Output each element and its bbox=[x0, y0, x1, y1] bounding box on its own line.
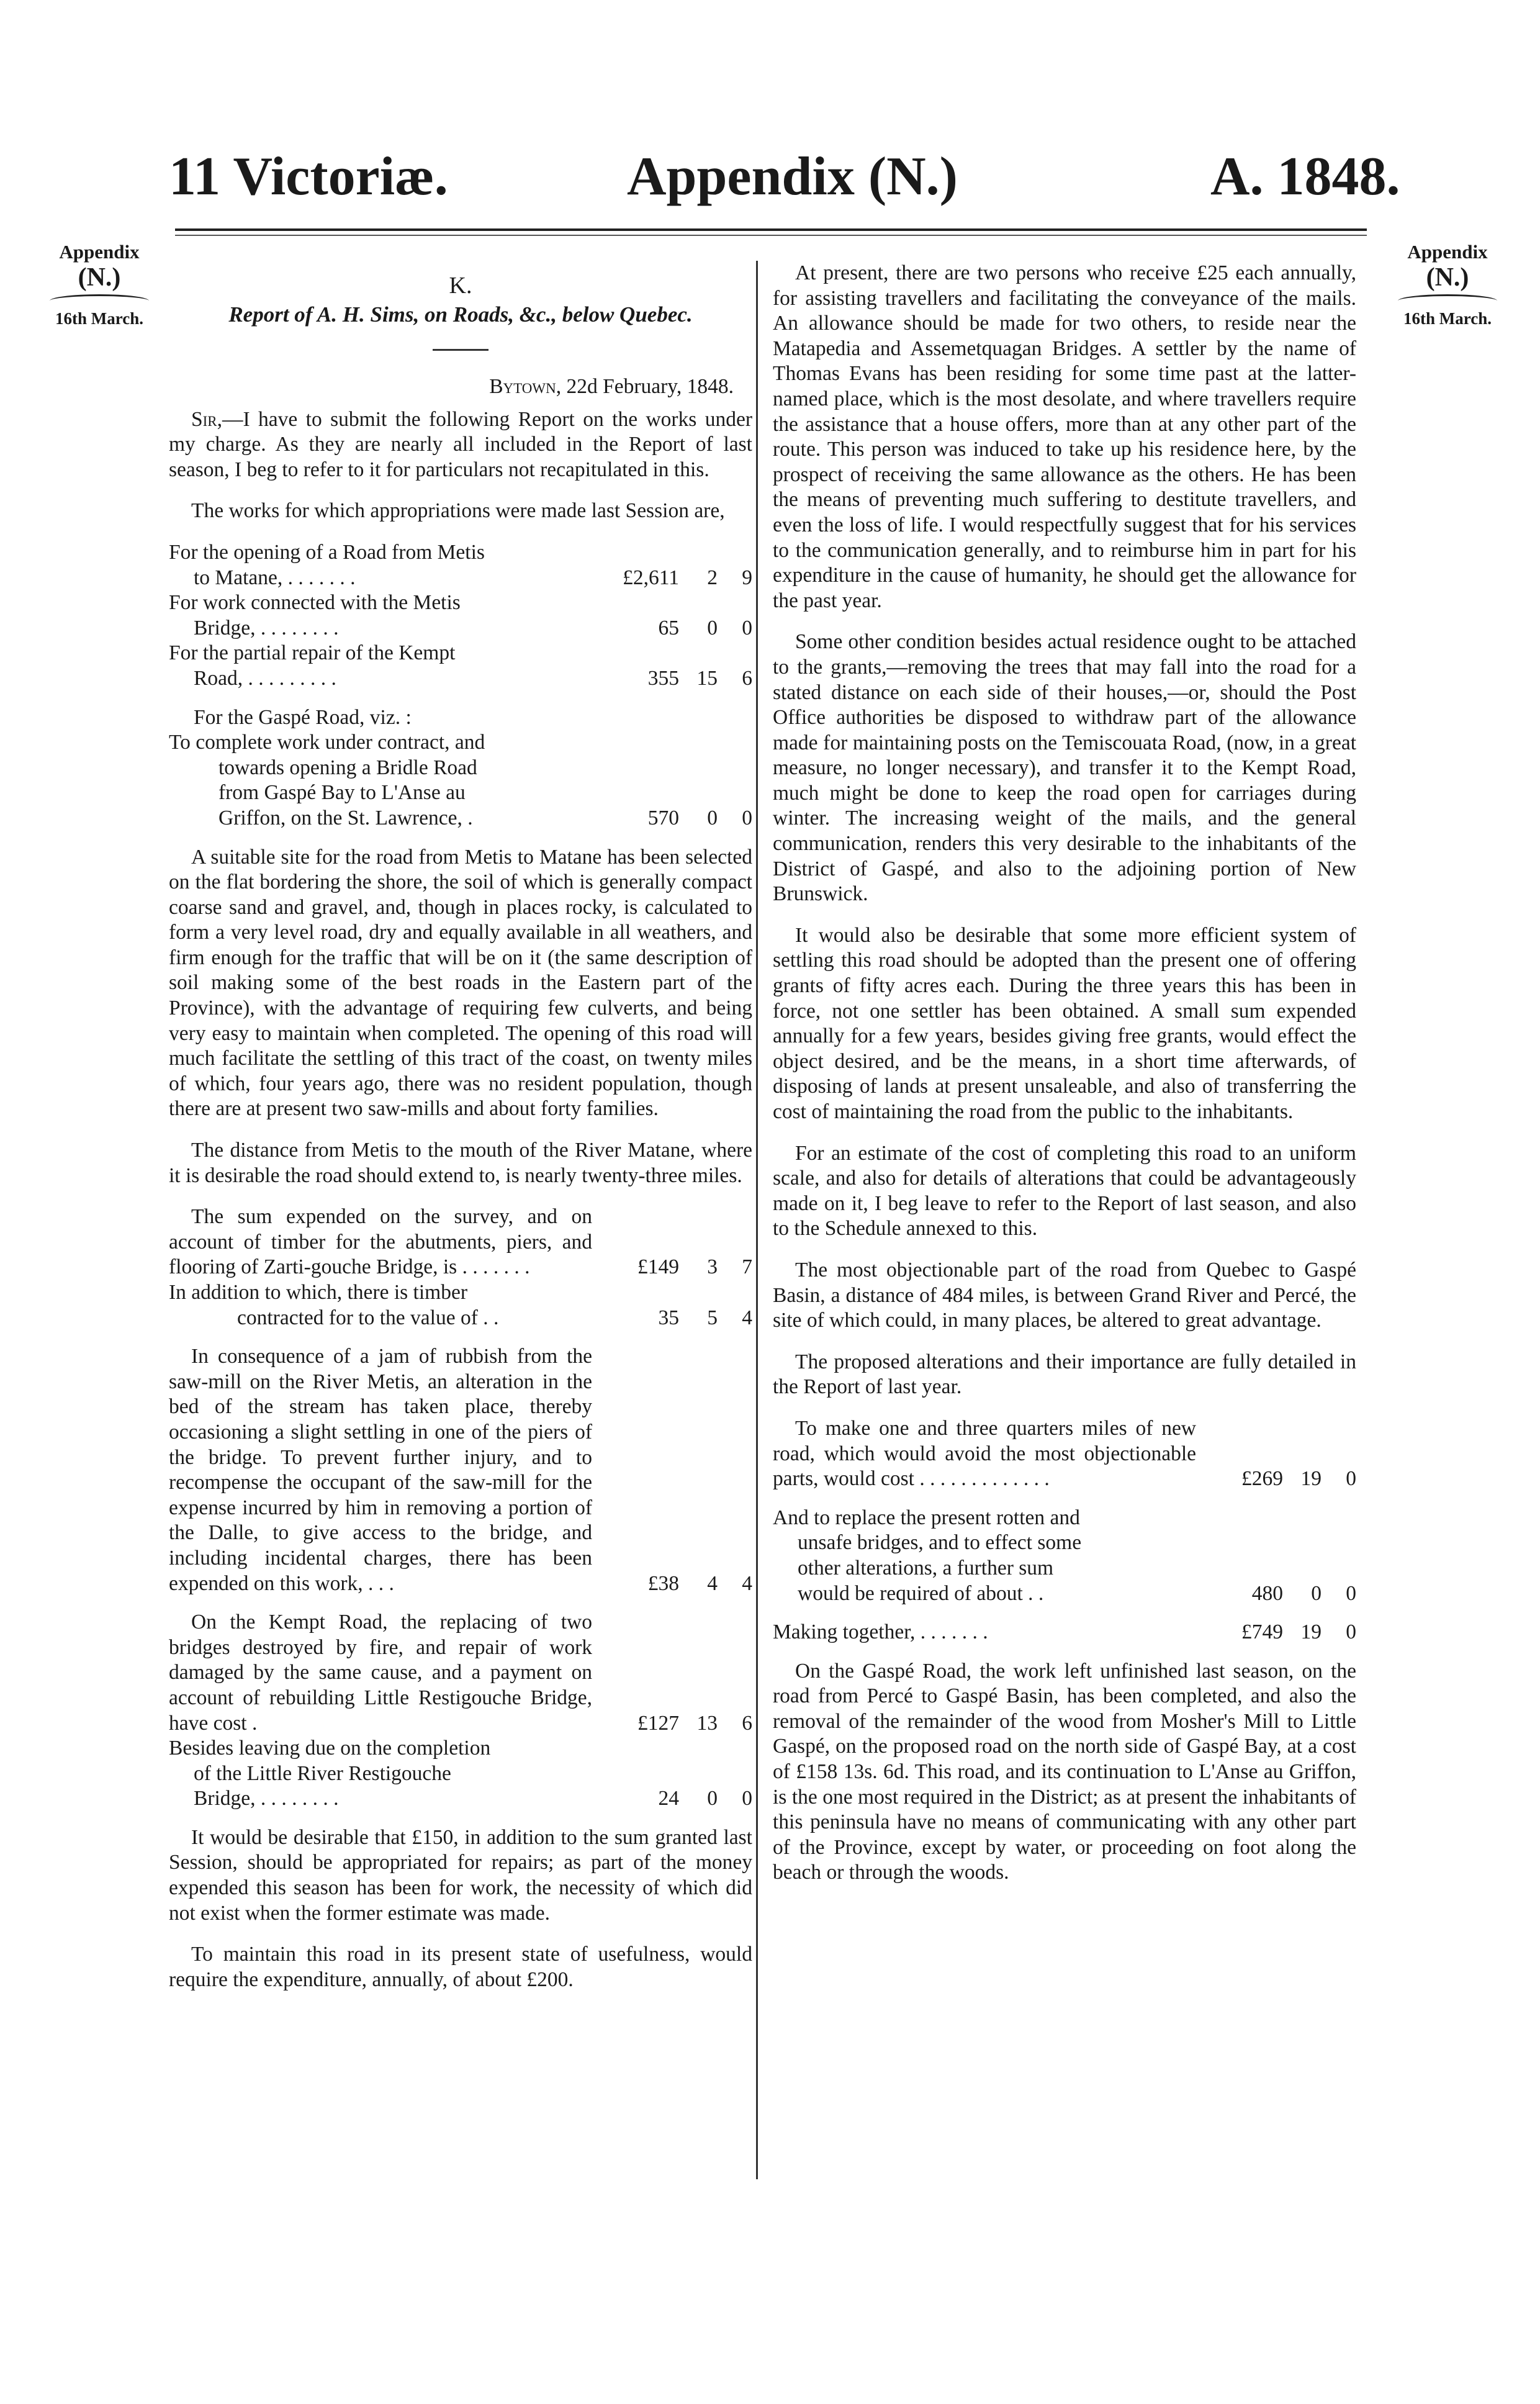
approp-shillings: 0 bbox=[707, 616, 718, 639]
approp-pounds: £2,611 bbox=[623, 566, 679, 589]
gaspe-table bbox=[169, 730, 752, 831]
kempt-text: On the Kempt Road, the replacing of two bridges destroyed by fire, and repair of work damaged by the same cause, and a payment on account of rebuilding Little Restigouche Bridge, have cost . bbox=[169, 1611, 592, 1735]
left-column bbox=[169, 261, 752, 2009]
alterations-table bbox=[773, 1416, 1356, 1492]
paragraph-present: At present, there are two persons who receive £25 each annually, for assisting travellers and facilitating the conveyance of the mails. An allowance should be made for two others, to reside near the Matapedia and Assemetquagan Bridges. A settler by the name of Thomas Evans has been residing for some time past at the latter-named place, which is the most desolate, and where travellers require the assistance that a house offers, more than at any other part of the route. This person was induced to take up his residence here, by the prospect of receiving the same allowance as the others. He has been the means of preventing much suffering to destitute travellers, and even the loss of life. I would respectfully suggest that for his services to the communication generally, and to reimburse him in part for his expenditure in the cause of humanity, he should get the allowance for the past year. bbox=[773, 261, 1356, 612]
replace-pence: 0 bbox=[1346, 1581, 1356, 1605]
approp-row bbox=[169, 641, 752, 691]
kempt-shillings: 13 bbox=[696, 1711, 718, 1735]
margin-appendix-letter: (N.) bbox=[78, 263, 121, 292]
margin-note-left bbox=[25, 241, 174, 330]
report-title: Report of A. H. Sims, on Roads, &c., below Quebec. bbox=[228, 302, 693, 327]
approp-line1: For work connected with the Metis bbox=[169, 591, 461, 615]
approp-desc bbox=[169, 641, 592, 691]
approp-pence: 0 bbox=[742, 616, 752, 639]
approp-pence: 6 bbox=[742, 666, 752, 690]
paragraph-objectionable: The most objectionable part of the road from Quebec to Gaspé Basin, a distance of 484 miles, is between Grand River and Percé, the site of which could, in many places, be altered to great advantage. bbox=[773, 1258, 1356, 1332]
gaspe-subhead: For the Gaspé Road, viz. : bbox=[194, 705, 412, 729]
jam-text: In consequence of a jam of rubbish from the saw-mill on the River Metis, an alteration in the bed of the stream has taken place, thereby occasioning a slight settling in one of the piers of the bridge. To prevent further injury, and to recompense the occupant of the saw-mill for the expense incurred by him in removing a portion of the Dalle, to give access to the bridge, and including incidental charges, there has been expended on this work, . . . bbox=[169, 1345, 592, 1595]
margin-appendix-label: Appendix bbox=[1407, 241, 1488, 263]
total-pence: 0 bbox=[1346, 1620, 1356, 1644]
survey-table bbox=[169, 1204, 752, 1331]
header-rule bbox=[175, 228, 1367, 231]
dateline-date: 22d February, 1848. bbox=[561, 375, 734, 398]
jam-pence: 4 bbox=[742, 1571, 752, 1595]
header-rule-thin bbox=[175, 235, 1367, 236]
approp-line1: For the opening of a Road from Metis bbox=[169, 540, 485, 564]
margin-appendix-label: Appendix bbox=[59, 241, 140, 263]
total-text: Making together, . . . . . . . bbox=[773, 1620, 988, 1644]
paragraph-intro bbox=[169, 407, 752, 483]
approp-line2: Bridge, . . . . . . . . bbox=[194, 616, 339, 639]
jam-shillings: 4 bbox=[707, 1571, 718, 1595]
replace-line3: other alterations, a further sum bbox=[798, 1556, 1054, 1579]
approp-pence: 9 bbox=[742, 566, 752, 589]
newroad-shillings: 19 bbox=[1300, 1467, 1322, 1491]
timber-pounds: 35 bbox=[658, 1306, 679, 1329]
margin-brace bbox=[50, 294, 149, 307]
paragraph-proposed: The proposed alterations and their importance are fully detailed in the Report of last year. bbox=[773, 1350, 1356, 1399]
title-rule bbox=[433, 349, 489, 351]
approp-shillings: 15 bbox=[696, 666, 718, 690]
paragraph-condition: Some other condition besides actual residence ought to be attached to the grants,—removing the trees that may fall into the road for a stated distance on each side of their houses,—or, should the Post Office authorities be disposed to withdraw part of the allowance made for maintaining posts on the Temiscouata Road, (now, in a great measure, no longer necessary), and transfer it to the Kempt Road, much might be done to keep the road open for carriages during winter. The increasing weight of the mails, and the general communication, renders this very desirable to the inhabitants of the District of Gaspé, and also to the adjoining portion of New Brunswick. bbox=[773, 630, 1356, 906]
approp-line1: For the partial repair of the Kempt bbox=[169, 641, 456, 665]
newroad-text: To make one and three quarters miles of new road, which would avoid the most objectionable parts, would cost . . . . . . . . . . . . . bbox=[773, 1416, 1196, 1491]
approp-line2: to Matane, . . . . . . . bbox=[194, 566, 356, 589]
survey-text: The sum expended on the survey, and on account of timber for the abutments, piers, and flooring of Zarti-gouche Bridge, is . . . . . . . bbox=[169, 1205, 592, 1279]
gaspe-desc bbox=[169, 730, 592, 831]
besides-line3: Bridge, . . . . . . . . bbox=[194, 1787, 339, 1810]
margin-note-right bbox=[1373, 241, 1522, 330]
timber-shillings: 5 bbox=[707, 1306, 718, 1329]
besides-line2: of the Little River Restigouche bbox=[194, 1761, 451, 1785]
approp-desc bbox=[169, 540, 592, 590]
total-row bbox=[773, 1620, 1356, 1645]
kempt-table bbox=[169, 1610, 752, 1812]
margin-date: 16th March. bbox=[55, 309, 143, 328]
paragraph-maintain: To maintain this road in its present state of usefulness, would require the expenditure, annually, of about £200. bbox=[169, 1943, 752, 1991]
timber-line1: In addition to which, there is timber bbox=[169, 1281, 467, 1304]
header-appendix: Appendix (N.) bbox=[627, 147, 958, 207]
approp-shillings: 2 bbox=[707, 566, 718, 589]
kempt-pounds: £127 bbox=[637, 1711, 679, 1735]
paragraph-desirable: It would be desirable that £150, in addition to the sum granted last Session, should be appropriated for repairs; as part of the money expended this season has been for work, the necessity of which did not exist when the former estimate was made. bbox=[169, 1825, 752, 1925]
jam-pounds: £38 bbox=[647, 1571, 679, 1595]
margin-appendix-letter: (N.) bbox=[1426, 263, 1469, 292]
replace-shillings: 0 bbox=[1311, 1581, 1322, 1605]
besides-pence: 0 bbox=[742, 1787, 752, 1810]
timber-pence: 4 bbox=[742, 1306, 752, 1329]
gaspe-line1: To complete work under contract, and bbox=[169, 731, 485, 754]
kempt-row bbox=[169, 1610, 752, 1736]
approp-row bbox=[169, 540, 752, 590]
gaspe-line2: towards opening a Bridle Road bbox=[218, 756, 477, 779]
besides-pounds: 24 bbox=[658, 1787, 679, 1810]
header-regnal-year: 11 Victoriæ. bbox=[169, 147, 448, 207]
replace-line2: unsafe bridges, and to effect some bbox=[798, 1531, 1082, 1555]
jam-table bbox=[169, 1344, 752, 1596]
gaspe-row bbox=[169, 730, 752, 831]
approp-pounds: 65 bbox=[658, 616, 679, 639]
paragraph-distance: The distance from Metis to the mouth of the River Matane, where it is desirable the road should extend to, is nearly twenty-three miles. bbox=[169, 1139, 752, 1187]
timber-line2: contracted for to the value of . . bbox=[237, 1306, 499, 1329]
besides-row bbox=[169, 1736, 752, 1812]
replace-row bbox=[773, 1506, 1356, 1606]
total-pounds: £749 bbox=[1241, 1620, 1283, 1644]
approp-pounds: 355 bbox=[647, 666, 679, 690]
approp-row bbox=[169, 590, 752, 641]
newroad-pence: 0 bbox=[1346, 1467, 1356, 1491]
running-header bbox=[0, 143, 1540, 211]
replace-line1: And to replace the present rotten and bbox=[773, 1506, 1080, 1529]
gaspe-shillings: 0 bbox=[707, 806, 718, 829]
newroad-pounds: £269 bbox=[1241, 1467, 1283, 1491]
gaspe-pounds: 570 bbox=[647, 806, 679, 829]
replace-line4: would be required of about . . bbox=[798, 1581, 1044, 1605]
survey-shillings: 3 bbox=[707, 1255, 718, 1279]
besides-desc bbox=[169, 1736, 592, 1812]
gaspe-line3: from Gaspé Bay to L'Anse au bbox=[218, 781, 466, 805]
salutation: Sir, bbox=[191, 407, 223, 431]
replace-desc bbox=[773, 1506, 1196, 1606]
kempt-pence: 6 bbox=[742, 1711, 752, 1735]
approp-desc bbox=[169, 590, 592, 641]
section-letter: K. bbox=[449, 273, 472, 299]
right-column bbox=[773, 261, 1356, 1902]
jam-row bbox=[169, 1344, 752, 1596]
total-shillings: 19 bbox=[1300, 1620, 1322, 1644]
newroad-row bbox=[773, 1416, 1356, 1492]
replace-pounds: 480 bbox=[1251, 1581, 1283, 1605]
survey-pounds: £149 bbox=[637, 1255, 679, 1279]
intro-text: —I have to submit the following Report on the works under my charge. As they are nearly all included in the Report of last season, I beg to refer to it for particulars not recapitulated in this. bbox=[169, 407, 752, 481]
approp-line2: Road, . . . . . . . . . bbox=[194, 666, 336, 690]
timber-desc bbox=[169, 1280, 592, 1331]
paragraph-estimate: For an estimate of the cost of completing this road to an uniform scale, and also for details of alterations that could be advantageously made on it, I beg leave to refer to the Report of last season, and also to the Schedule annexed to this. bbox=[773, 1141, 1356, 1240]
besides-shillings: 0 bbox=[707, 1787, 718, 1810]
header-year: A. 1848. bbox=[1210, 147, 1400, 207]
paragraph-works: The works for which appropriations were made last Session are, bbox=[191, 499, 725, 523]
paragraph-gaspe-road: On the Gaspé Road, the work left unfinished last season, on the road from Percé to Gaspé Basin, has been completed, and also the removal of the remainder of the wood from Mosher's Mill to Little Gaspé, on the proposed road on the north side of Gaspé Bay, at a cost of £158 13s. 6d. This road, and its continuation to L'Anse au Griffon, is the one most required in the District; as at present the inhabitants of this peninsula have no means of communicating with any other part of the Province, except by water, or proceeding on foot along the beach or through the woods. bbox=[773, 1659, 1356, 1884]
appropriations-table bbox=[169, 540, 752, 692]
survey-row bbox=[169, 1204, 752, 1280]
besides-line1: Besides leaving due on the completion bbox=[169, 1737, 491, 1760]
replace-table bbox=[773, 1506, 1356, 1606]
column-divider bbox=[756, 261, 758, 2179]
total-table bbox=[773, 1620, 1356, 1645]
dateline bbox=[169, 374, 734, 400]
gaspe-line4: Griffon, on the St. Lawrence, . bbox=[218, 806, 473, 829]
paragraph-efficient: It would also be desirable that some more efficient system of settling this road should be adopted than the present one of offering grants of fifty acres each. During the three years this has been in force, not one settler has been obtained. A small sum expended annually for a few years, besides giving free grants, would effect the object desired, and be the means, in a short time afterwards, of disposing of lands at present unsaleable, and also of transferring the cost of maintaining the road from the public to the inhabitants. bbox=[773, 923, 1356, 1123]
survey-pence: 7 bbox=[742, 1255, 752, 1279]
gaspe-pence: 0 bbox=[742, 806, 752, 829]
paragraph-site: A suitable site for the road from Metis to Matane has been selected on the flat bordering the shore, the soil of which is generally compact coarse sand and gravel, and, though in places rocky, is calculated to form a very level road, dry and equally available in all weathers, and firm enough for the traffic that will be on it (the same description of soil making some of the best roads in the Eastern part of the Province), with the advantage of requiring few culverts, and being very easy to maintain when completed. The opening of this road will much facilitate the settling of this tract of the coast, on twenty miles of which, four years ago, there was no resident population, though there are at present two saw-mills and about forty families. bbox=[169, 845, 752, 1121]
timber-row bbox=[169, 1280, 752, 1331]
dateline-place: Bytown, bbox=[489, 375, 562, 398]
margin-brace bbox=[1398, 294, 1497, 307]
margin-date: 16th March. bbox=[1403, 309, 1492, 328]
